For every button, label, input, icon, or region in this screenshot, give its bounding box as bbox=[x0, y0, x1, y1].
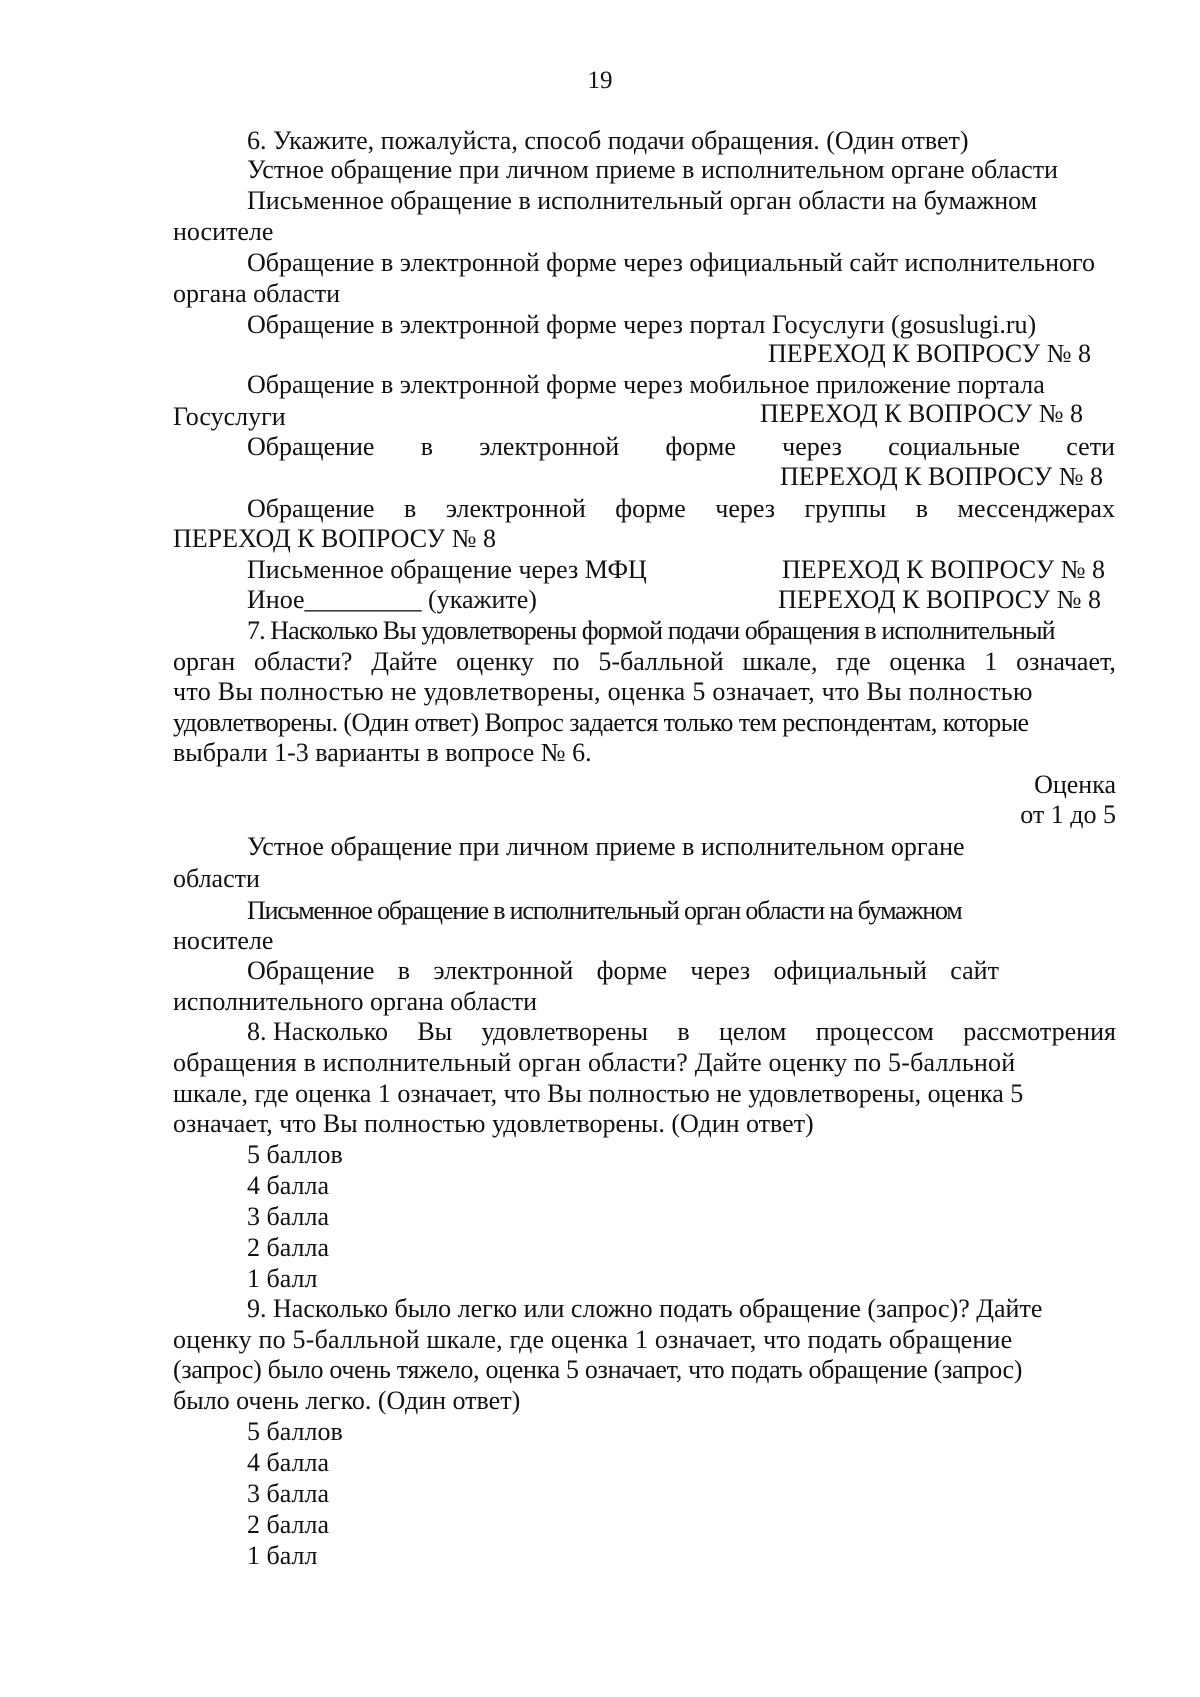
q7-rating-header-line-1: Оценка bbox=[1034, 770, 1116, 799]
q8-option: 4 балла bbox=[247, 1171, 329, 1200]
q7-line-3: что Вы полностью не удовлетворены, оценка 5 означает, что Вы полностью bbox=[173, 677, 1033, 706]
q9-option: 1 балл bbox=[247, 1541, 318, 1570]
q9-line-1: 9. Насколько было легко или сложно подать обращение (запрос)? Дайте bbox=[247, 1294, 1043, 1323]
q9-line-4: было очень легко. (Один ответ) bbox=[173, 1386, 521, 1415]
q8-option: 5 баллов bbox=[247, 1140, 343, 1169]
q8-option: 1 балл bbox=[247, 1264, 318, 1293]
q6-option-6-jump: ПЕРЕХОД К ВОПРОСУ № 8 bbox=[780, 462, 1103, 491]
q7-row-2-line-2: носителе bbox=[173, 926, 274, 955]
q9-option: 2 балла bbox=[247, 1510, 329, 1539]
q6-option-4-jump: ПЕРЕХОД К ВОПРОСУ № 8 bbox=[768, 339, 1091, 368]
q6-option-2-line1: Письменное обращение в исполнительный орган области на бумажном bbox=[247, 186, 1038, 215]
q6-option-5-line1: Обращение в электронной форме через мобильное приложение портала bbox=[247, 370, 1045, 399]
q6-option-5-line2: Госуслуги bbox=[173, 402, 286, 431]
q9-option: 5 баллов bbox=[247, 1417, 343, 1446]
q6-option-4: Обращение в электронной форме через портал Госуслуги (gosuslugi.ru) bbox=[247, 310, 1037, 339]
q7-line-1: 7. Насколько Вы удовлетворены формой подачи обращения в исполнительный bbox=[247, 616, 1055, 645]
q9-option: 3 балла bbox=[247, 1479, 329, 1508]
q8-line-3: шкале, где оценка 1 означает, что Вы полностью не удовлетворены, оценка 5 bbox=[173, 1079, 1024, 1108]
q7-rating-header-line-2: от 1 до 5 bbox=[1020, 800, 1116, 829]
q8-option: 3 балла bbox=[247, 1202, 329, 1231]
q6-option-3-line2: органа области bbox=[173, 279, 341, 308]
q7-row-2-line-1: Письменное обращение в исполнительный орган области на бумажном bbox=[247, 896, 962, 925]
q6-option-9-jump: ПЕРЕХОД К ВОПРОСУ № 8 bbox=[778, 585, 1101, 614]
q7-row-1-line-1: Устное обращение при личном приеме в исполнительном органе bbox=[247, 832, 965, 861]
q8-line-4: означает, что Вы полностью удовлетворены. (Один ответ) bbox=[173, 1109, 814, 1138]
q6-option-9: Иное_________ (укажите) bbox=[247, 585, 537, 614]
q9-line-3: (запрос) было очень тяжело, оценка 5 означает, что подать обращение (запрос) bbox=[173, 1355, 1023, 1384]
q7-row-3-line-1: Обращение в электронной форме через официальный сайт bbox=[247, 956, 999, 985]
q6-option-6: Обращение в электронной форме через социальные сети bbox=[247, 432, 1115, 461]
q6-option-1: Устное обращение при личном приеме в исполнительном органе области bbox=[247, 155, 1058, 184]
q6-option-5-jump: ПЕРЕХОД К ВОПРОСУ № 8 bbox=[760, 399, 1083, 428]
q8-line-1: 8. Насколько Вы удовлетворены в целом процессом рассмотрения bbox=[247, 1017, 1116, 1046]
q6-option-8: Письменное обращение через МФЦ bbox=[247, 555, 647, 584]
q6-question: 6. Укажите, пожалуйста, способ подачи обращения. (Один ответ) bbox=[247, 126, 969, 155]
page-number: 19 bbox=[587, 67, 613, 94]
q6-option-3-line1: Обращение в электронной форме через официальный сайт исполнительного bbox=[247, 248, 1096, 277]
q9-option: 4 балла bbox=[247, 1448, 329, 1477]
q6-option-2-line2: носителе bbox=[173, 217, 274, 246]
q7-line-5: выбрали 1-3 варианты в вопросе № 6. bbox=[173, 738, 592, 767]
q7-line-2: орган области? Дайте оценку по 5-балльной шкале, где оценка 1 означает, bbox=[173, 647, 1116, 676]
q7-row-1-line-2: области bbox=[173, 864, 260, 893]
q6-option-8-jump: ПЕРЕХОД К ВОПРОСУ № 8 bbox=[782, 555, 1105, 584]
q8-option: 2 балла bbox=[247, 1233, 329, 1262]
q7-row-3-line-2: исполнительного органа области bbox=[173, 987, 538, 1016]
q7-line-4: удовлетворены. (Один ответ) Вопрос задается только тем респондентам, которые bbox=[173, 708, 1029, 737]
q8-line-2: обращения в исполнительный орган области? Дайте оценку по 5-балльной bbox=[173, 1048, 1016, 1077]
q6-option-7-jump: ПЕРЕХОД К ВОПРОСУ № 8 bbox=[173, 524, 496, 553]
q9-line-2: оценку по 5-балльной шкале, где оценка 1 означает, что подать обращение bbox=[173, 1325, 1013, 1354]
q6-option-7: Обращение в электронной форме через группы в мессенджерах bbox=[247, 494, 1115, 523]
